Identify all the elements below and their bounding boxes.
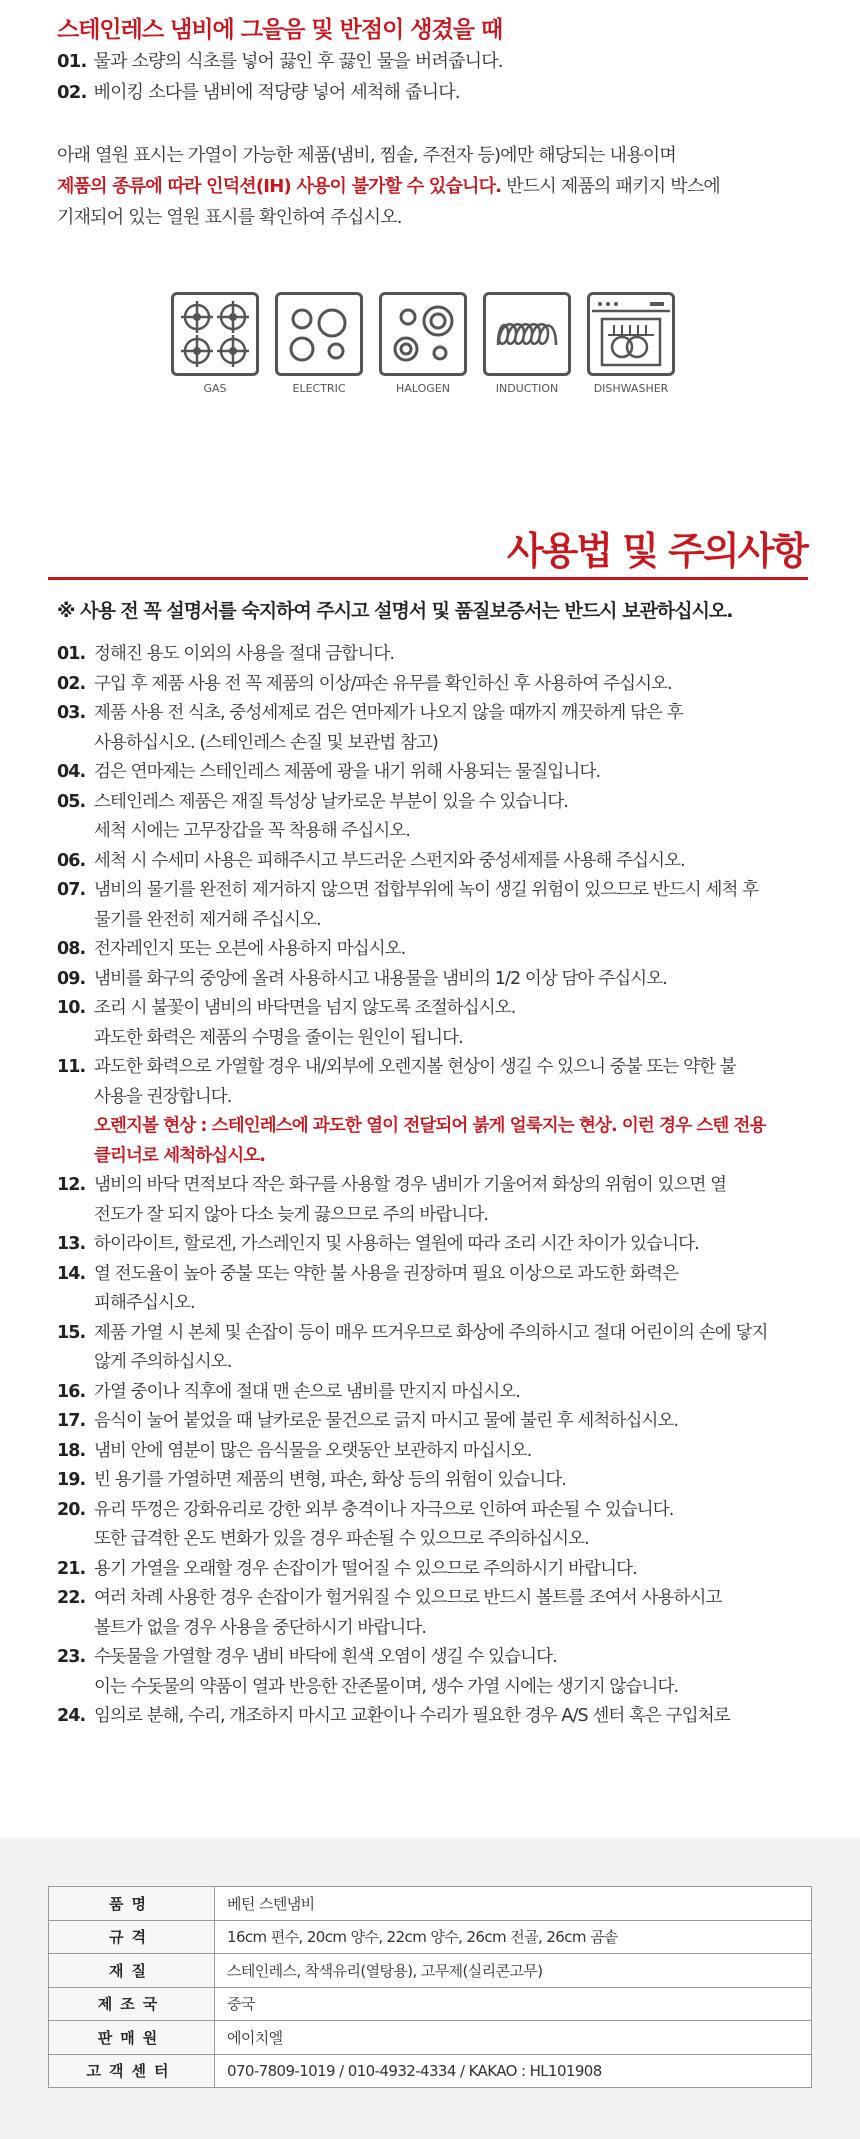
rule-text-line: 물기를 완전히 제거해 주십시오. [94, 909, 321, 930]
heat-source-label: ELECTRIC [292, 382, 346, 395]
note-warning: 제품의 종류에 따라 인덕션(IH) 사용이 불가할 수 있습니다. [57, 176, 502, 197]
rule-text-line: 여러 차례 사용한 경우 손잡이가 헐거워질 수 있으므로 반드시 볼트를 조여서 사용하시고 [94, 1588, 722, 1608]
spec-row [49, 1987, 812, 2021]
rule-number: 03. [57, 703, 86, 723]
rule-warning-line: 오렌지볼 현상 : 스테인레스에 과도한 열이 전달되어 붉게 얼룩지는 현상. 이런 경우 스텐 전용 [94, 1116, 766, 1136]
heat-source-label: DISHWASHER [593, 382, 669, 395]
rule-text-line: 이는 수돗물의 약품이 열과 반응한 잔존물이며, 생수 가열 시에는 생기지 않습니다. [94, 1676, 679, 1697]
rule-item [57, 788, 827, 847]
rule-item [57, 1437, 827, 1467]
electric-hob-icon [275, 292, 363, 376]
rule-number: 14. [57, 1263, 86, 1284]
rule-text-line: 하이라이트, 할로겐, 가스레인지 및 사용하는 열원에 따라 조리 시간 차이가 있습니다. [94, 1234, 699, 1254]
gas-burner-icon [171, 292, 259, 376]
care-step [57, 46, 817, 77]
step-number: 01. [57, 51, 87, 72]
rule-text-line: 구입 후 제품 사용 전 꼭 제품의 이상/파손 유무를 확인하신 후 사용하여 주십시오. [94, 673, 672, 694]
rule-number: 23. [57, 1647, 86, 1667]
rule-number: 01. [57, 644, 86, 664]
heat-source-label: HALOGEN [396, 382, 450, 395]
heat-source-halogen [373, 292, 473, 395]
rule-text-line: 전자레인지 또는 오븐에 사용하지 마십시오. [94, 939, 406, 959]
rule-item [57, 1496, 827, 1555]
rule-number: 05. [57, 791, 86, 812]
rule-item [57, 1555, 827, 1585]
rule-number: 19. [57, 1470, 86, 1490]
spec-value: 중국 [215, 1987, 812, 2021]
spec-row [49, 1920, 812, 1954]
care-section [57, 14, 817, 233]
care-step [57, 77, 817, 108]
rule-number: 11. [57, 1057, 86, 1077]
heat-source-gas [165, 292, 265, 395]
rule-item [57, 1378, 827, 1408]
rule-text-line: 빈 용기를 가열하면 제품의 변형, 파손, 화상 등의 위험이 있습니다. [94, 1470, 567, 1490]
rule-number: 09. [57, 968, 86, 989]
spec-value: 스테인레스, 착색유리(열탕용), 고무제(실리콘고무) [215, 1954, 812, 1988]
spec-key: 재질 [49, 1954, 215, 1988]
rule-text-line: 유리 뚜껑은 강화유리로 강한 외부 충격이나 자극으로 인하여 파손될 수 있습니다. [94, 1499, 674, 1520]
rule-number: 07. [57, 880, 86, 900]
spec-key: 고객센터 [49, 2054, 215, 2088]
heat-source-label: GAS [203, 382, 227, 395]
spec-key: 제조국 [49, 1987, 215, 2021]
heat-source-note [57, 140, 817, 233]
rule-item [57, 1643, 827, 1702]
step-number: 02. [57, 82, 87, 103]
rule-text-line: 않게 주의하십시오. [94, 1352, 232, 1372]
rule-number: 12. [57, 1175, 86, 1195]
rule-text-line: 세척 시에는 고무장갑을 꼭 착용해 주십시오. [94, 821, 411, 841]
rule-item [57, 699, 827, 758]
rule-item [57, 1260, 827, 1319]
halogen-hob-icon [379, 292, 467, 376]
rule-text-line: 볼트가 없을 경우 사용을 중단하시기 바랍니다. [94, 1617, 427, 1638]
rule-number: 24. [57, 1706, 86, 1726]
rule-text-line: 사용하십시오. (스테인레스 손질 및 보관법 참고) [94, 732, 438, 753]
rule-item [57, 847, 827, 877]
rule-number: 15. [57, 1322, 86, 1343]
rule-number: 18. [57, 1440, 86, 1461]
rule-number: 17. [57, 1411, 86, 1431]
rule-number: 22. [57, 1588, 86, 1608]
spec-row [49, 1954, 812, 1988]
rule-item [57, 1171, 827, 1230]
rule-item [57, 1407, 827, 1437]
spec-value: 16cm 편수, 20cm 양수, 22cm 양수, 26cm 전골, 26cm 곰솥 [215, 1920, 812, 1954]
usage-rules-list [57, 640, 827, 1732]
rule-number: 06. [57, 850, 86, 871]
rule-text-line: 임의로 분해, 수리, 개조하지 마시고 교환이나 수리가 필요한 경우 A/S 센터 혹은 구입처로 [94, 1706, 730, 1726]
rule-item [57, 640, 827, 670]
rule-number: 13. [57, 1234, 86, 1254]
rule-text-line: 과도한 화력은 제품의 수명을 줄이는 원인이 됩니다. [94, 1027, 463, 1048]
rule-item [57, 670, 827, 700]
rule-text-line: 수돗물을 가열할 경우 냄비 바닥에 흰색 오염이 생길 수 있습니다. [94, 1647, 557, 1667]
rule-text-line: 과도한 화력으로 가열할 경우 내/외부에 오렌지볼 현상이 생길 수 있으니 중불 또는 약한 불 [94, 1057, 736, 1077]
note-text: 반드시 제품의 패키지 박스에 [501, 176, 721, 197]
heat-source-icons [165, 292, 685, 402]
rule-item [57, 1584, 827, 1643]
induction-coil-icon [483, 292, 571, 376]
rule-text-line: 냄비를 화구의 중앙에 올려 사용하시고 내용물을 냄비의 1/2 이상 담아 주십시오. [94, 968, 667, 989]
heat-source-induction [477, 292, 577, 395]
heat-source-dishwasher [581, 292, 681, 395]
title-divider [48, 577, 808, 580]
rule-text-line: 가열 중이나 직후에 절대 맨 손으로 냄비를 만지지 마십시오. [94, 1381, 521, 1402]
rule-text-line: 사용을 권장합니다. [94, 1086, 232, 1107]
dishwasher-icon [587, 292, 675, 376]
rule-text-line: 냄비 안에 염분이 많은 음식물을 오랫동안 보관하지 마십시오. [94, 1440, 532, 1461]
rule-item [57, 1053, 827, 1171]
rule-item [57, 935, 827, 965]
rule-item [57, 965, 827, 995]
rule-text-line: 냄비의 바닥 면적보다 작은 화구를 사용할 경우 냄비가 기울어져 화상의 위험이 있으면 열 [94, 1175, 727, 1195]
rule-item [57, 1230, 827, 1260]
product-spec-table [48, 1886, 812, 2088]
rule-item [57, 994, 827, 1053]
rule-text-line: 냄비의 물기를 완전히 제거하지 않으면 접합부위에 녹이 생길 위험이 있으므로 반드시 세척 후 [94, 880, 759, 900]
rule-number: 04. [57, 762, 86, 782]
rule-item [57, 876, 827, 935]
spec-row [49, 2054, 812, 2088]
spec-value: 베틴 스텐냄비 [215, 1887, 812, 1921]
rule-text-line: 세척 시 수세미 사용은 피해주시고 부드러운 스펀지와 중성세제를 사용해 주십시오. [94, 850, 685, 871]
spec-key: 규격 [49, 1920, 215, 1954]
rule-text-line: 검은 연마제는 스테인레스 제품에 광을 내기 위해 사용되는 물질입니다. [94, 762, 601, 782]
rule-text-line: 정해진 용도 이외의 사용을 절대 금합니다. [94, 644, 395, 664]
note-line: 아래 열원 표시는 가열이 가능한 제품(냄비, 찜솥, 주전자 등)에만 해당되는 내용이며 [57, 145, 676, 166]
rule-number: 16. [57, 1381, 86, 1402]
rule-number: 20. [57, 1499, 86, 1520]
rule-text-line: 제품 가열 시 본체 및 손잡이 등이 매우 뜨거우므로 화상에 주의하시고 절대 어린이의 손에 닿지 [94, 1322, 768, 1343]
rule-text-line: 음식이 눌어 붙었을 때 날카로운 물건으로 긁지 마시고 물에 불린 후 세척하십시오. [94, 1411, 679, 1431]
care-title: 스테인레스 냄비에 그을음 및 반점이 생겼을 때 [57, 17, 503, 43]
usage-title: 사용법 및 주의사항 [506, 529, 807, 573]
rule-text-line: 용기 가열을 오래할 경우 손잡이가 떨어질 수 있으므로 주의하시기 바랍니다. [94, 1558, 637, 1579]
spec-row [49, 2021, 812, 2055]
rule-text-line: 전도가 잘 되지 않아 다소 늦게 끓으므로 주의 바랍니다. [94, 1204, 489, 1225]
rule-number: 21. [57, 1558, 86, 1579]
heat-source-electric [269, 292, 369, 395]
rule-text-line: 제품 사용 전 식초, 중성세제로 검은 연마제가 나오지 않을 때까지 깨끗하게 닦은 후 [94, 703, 683, 723]
step-text: 물과 소량의 식초를 넣어 끓인 후 끓인 물을 버려줍니다. [93, 51, 503, 72]
spec-row [49, 1887, 812, 1921]
rule-item [57, 1702, 827, 1732]
usage-subtitle: ※ 사용 전 꼭 설명서를 숙지하여 주시고 설명서 및 품질보증서는 반드시 보관하십시오. [57, 600, 733, 622]
spec-value: 070-7809-1019 / 010-4932-4334 / KAKAO : HL101908 [215, 2054, 812, 2088]
rule-warning-line: 클리너로 세척하십시오. [94, 1145, 265, 1166]
spec-key: 판매원 [49, 2021, 215, 2055]
rule-text-line: 또한 급격한 온도 변화가 있을 경우 파손될 수 있으므로 주의하십시오. [94, 1529, 589, 1549]
rule-number: 10. [57, 998, 86, 1018]
rule-text-line: 조리 시 불꽃이 냄비의 바닥면을 넘지 않도록 조절하십시오. [94, 998, 516, 1018]
rule-number: 08. [57, 939, 86, 959]
rule-text-line: 피해주십시오. [94, 1293, 195, 1313]
rule-text-line: 스테인레스 제품은 재질 특성상 날카로운 부분이 있을 수 있습니다. [94, 791, 569, 812]
note-line [57, 171, 817, 202]
rule-item [57, 758, 827, 788]
rule-item [57, 1319, 827, 1378]
spec-value: 에이치엘 [215, 2021, 812, 2055]
rule-number: 02. [57, 673, 86, 694]
note-line: 기재되어 있는 열원 표시를 확인하여 주십시오. [57, 207, 402, 228]
spec-key: 품명 [49, 1887, 215, 1921]
rule-item [57, 1466, 827, 1496]
rule-text-line: 열 전도율이 높아 중불 또는 약한 불 사용을 권장하며 필요 이상으로 과도한 화력은 [94, 1263, 679, 1284]
heat-source-label: INDUCTION [495, 382, 559, 395]
step-text: 베이킹 소다를 냄비에 적당량 넣어 세척해 줍니다. [93, 82, 460, 103]
